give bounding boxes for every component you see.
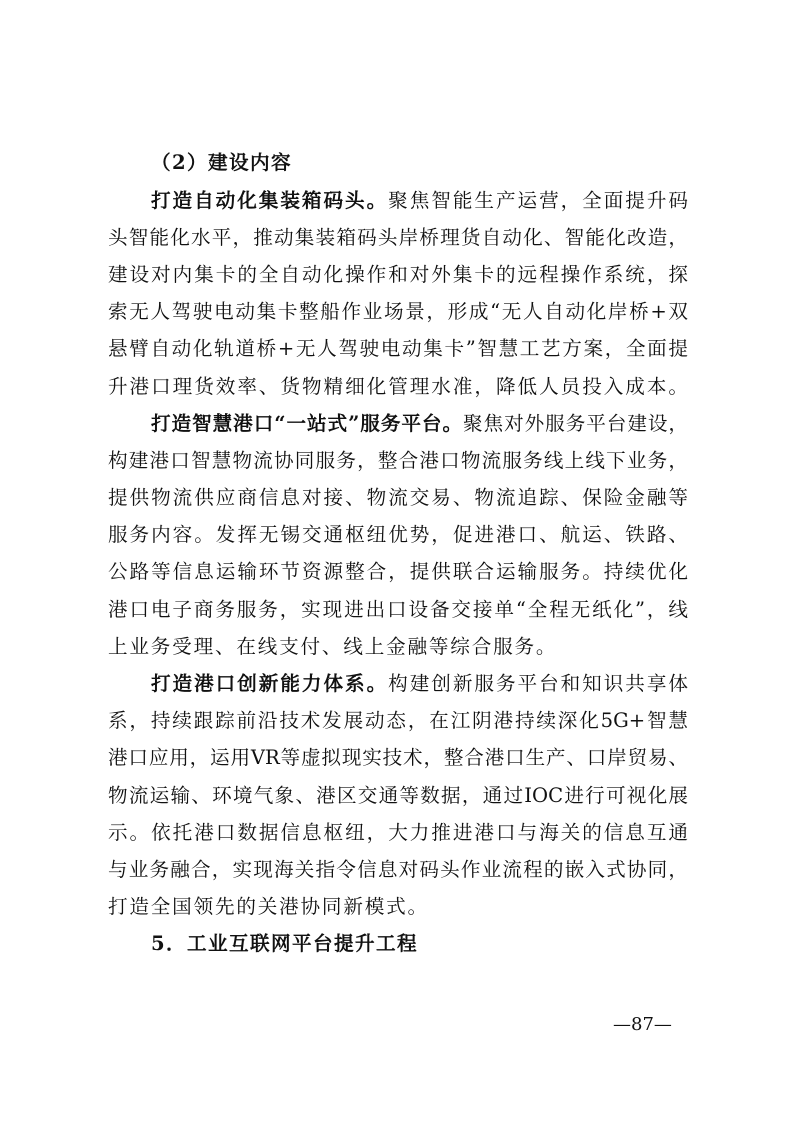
paragraph-lead: 打造智慧港口“一站式”服务平台。 (151, 411, 463, 435)
paragraph-line: 港口电子商务服务，实现进出口设备交接单“全程无纸化”，线 (108, 597, 688, 621)
paragraph-line: 港口应用，运用VR等虚拟现实技术，整合港口生产、口岸贸易、 (108, 746, 688, 770)
paragraph (108, 665, 688, 925)
paragraph-first-line (108, 182, 688, 219)
paragraph-text: 构建创新服务平台和知识共享体 (388, 672, 688, 696)
paragraph-first-line (108, 665, 688, 702)
paragraph-line: 与业务融合，实现海关指令信息对码头作业流程的嵌入式协同， (108, 857, 688, 881)
paragraph-line: 提供物流供应商信息对接、物流交易、物流追踪、保险金融等 (108, 486, 688, 510)
paragraph-text: 聚焦对外服务平台建设， (463, 411, 688, 435)
paragraph-line: 打造全国领先的关港协同新模式。 (108, 895, 429, 919)
paragraph-text: 聚焦智能生产运营，全面提升码 (388, 188, 688, 212)
paragraph-first-line (108, 405, 688, 442)
paragraph-lead: 打造自动化集装箱码头。 (151, 188, 389, 212)
paragraph-line: 构建港口智慧物流协同服务，整合港口物流服务线上线下业务， (108, 448, 688, 472)
paragraph-line: 悬臂自动化轨道桥+无人驾驶电动集卡”智慧工艺方案，全面提 (108, 337, 688, 361)
paragraph-line: 建设对内集卡的全自动化操作和对外集卡的远程操作系统，探 (108, 262, 688, 286)
paragraph-line: 升港口理货效率、货物精细化管理水准，降低人员投入成本。 (108, 374, 688, 398)
paragraph-line: 公路等信息运输环节资源整合，提供联合运输服务。持续优化 (108, 560, 688, 584)
paragraph-line: 系，持续跟踪前沿技术发展动态，在江阴港持续深化5G+智慧 (108, 709, 688, 733)
paragraph-line: 物流运输、环境气象、港区交通等数据，通过IOC进行可视化展 (108, 783, 688, 807)
paragraph-line: 示。依托港口数据信息枢纽，大力推进港口与海关的信息互通 (108, 820, 688, 844)
paragraph (108, 405, 688, 665)
paragraph (108, 182, 688, 405)
paragraph-line: 索无人驾驶电动集卡整船作业场景，形成“无人自动化岸桥+双 (108, 300, 688, 324)
paragraph-line: 上业务受理、在线支付、线上金融等综合服务。 (108, 634, 558, 658)
paragraph-line: 服务内容。发挥无锡交通枢纽优势，促进港口、航运、铁路、 (108, 523, 688, 547)
page-number: —87— (613, 1014, 672, 1035)
subsection-heading: 5．工业互联网平台提升工程 (151, 932, 418, 956)
paragraph-line: 头智能化水平，推动集装箱码头岸桥理货自动化、智能化改造， (108, 225, 688, 249)
page-body (108, 144, 688, 962)
section-heading: （2）建设内容 (151, 151, 292, 175)
paragraph-lead: 打造港口创新能力体系。 (151, 672, 389, 696)
